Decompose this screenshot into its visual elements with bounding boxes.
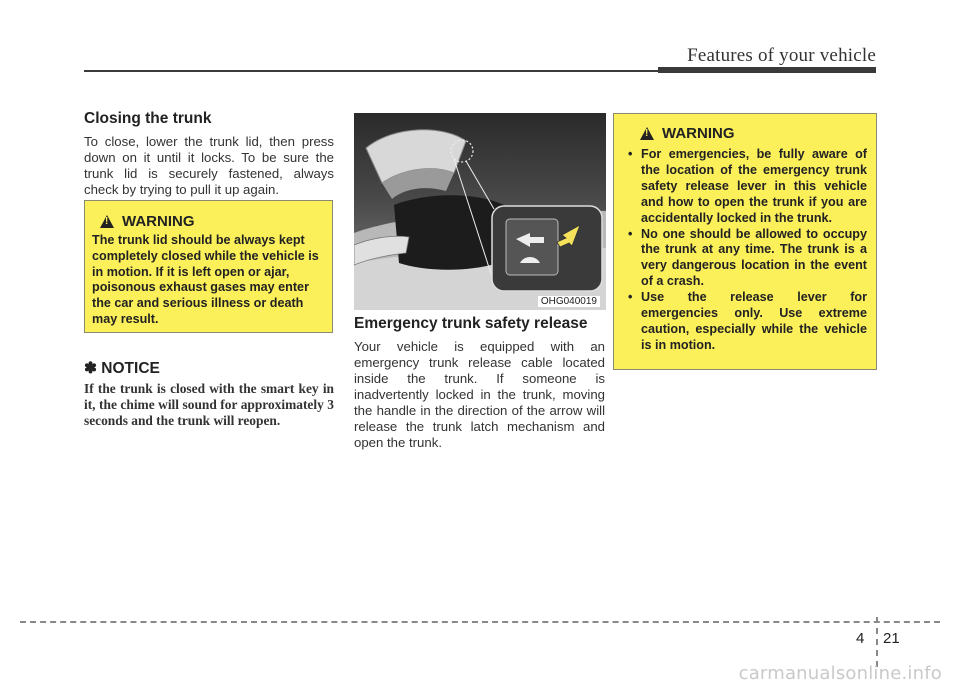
watermark: carmanualsonline.info: [738, 663, 942, 684]
closing-trunk-heading: Closing the trunk: [84, 110, 212, 127]
warning-triangle-icon: [100, 215, 114, 228]
warning-text: The trunk lid should be always kept completely closed while the vehicle is in motion. If it is left open or ajar, poisonous exhaust gases may enter the car and serious illness or death may result.: [92, 233, 319, 326]
warning-list-item: • Use the release lever for emergencies only. Use extreme caution, especially while the vehicle is in motion.: [624, 290, 867, 354]
warning-title: WARNING: [122, 213, 195, 230]
warning-heading: [640, 125, 867, 142]
closing-trunk-text: To close, lower the trunk lid, then press down on it until it locks. To be sure the trunk lid is securely fastened, always check by trying to pull it up again.: [84, 134, 334, 197]
notice-section: [84, 359, 334, 429]
warning-title: WARNING: [662, 125, 735, 142]
warning-heading: [100, 213, 322, 230]
warning-triangle-icon: [640, 127, 654, 140]
header-rule-accent: [658, 67, 876, 73]
section-title: Features of your vehicle: [687, 45, 876, 66]
page-number: 21: [883, 630, 900, 647]
warning-list-item: • No one should be allowed to occupy the trunk at any time. The trunk is a very dangerous location in the event of a crash.: [624, 227, 867, 291]
page-number-divider: [876, 617, 878, 667]
closing-trunk-section: [84, 110, 334, 198]
warning-list: [624, 147, 867, 354]
emergency-release-section: [354, 315, 605, 451]
trunk-release-figure: [354, 113, 606, 310]
emergency-release-text: Your vehicle is equipped with an emergency trunk release cable located inside the trunk. If someone is inadvertently locked in the trunk, moving the handle in the direction of the arrow will release the trunk latch mechanism and open the trunk.: [354, 339, 605, 450]
trunk-illustration: [354, 113, 606, 310]
footer-rule: [20, 621, 940, 623]
warning-list-item: • For emergencies, be fully aware of the location of the emergency trunk safety release lever in this vehicle and how to open the trunk if you are accidentally locked in the trunk.: [624, 147, 867, 227]
warning-box-emergency: [613, 113, 877, 370]
figure-caption: OHG040019: [538, 296, 600, 307]
notice-text: If the trunk is closed with the smart key in it, the chime will sound for approximately 3 seconds and the trunk will reopen.: [84, 381, 334, 428]
emergency-release-heading: Emergency trunk safety release: [354, 315, 588, 332]
notice-heading: ✽ NOTICE: [84, 360, 160, 377]
chapter-number: 4: [856, 630, 865, 647]
warning-box-trunk-lid: [84, 200, 333, 333]
